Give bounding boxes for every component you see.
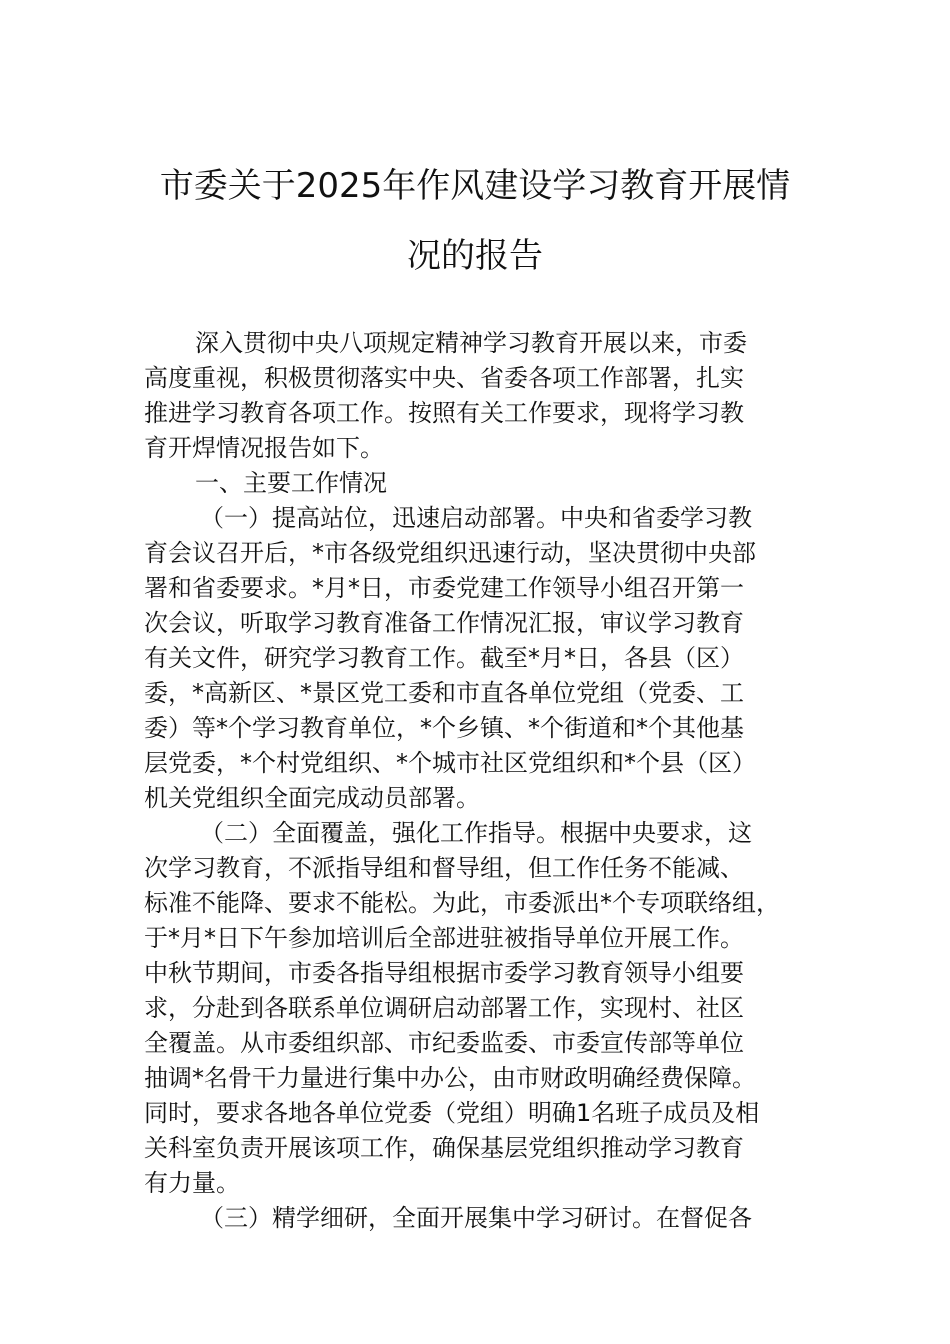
body-line: 全覆盖。从市委组织部、市纪委监委、市委宣传部等单位 xyxy=(144,1029,744,1057)
body-line: 抽调*名骨干力量进行集中办公，由市财政明确经费保障。 xyxy=(144,1064,756,1092)
body-line: 次学习教育，不派指导组和督导组，但工作任务不能减、 xyxy=(144,854,744,882)
body-line: 层党委，*个村党组织、*个城市社区党组织和*个县（区） xyxy=(144,749,756,777)
body-line: 机关党组织全面完成动员部署。 xyxy=(144,784,480,812)
subsection-1-start: （一）提高站位，迅速启动部署。中央和省委学习教 xyxy=(200,504,752,532)
subsection-2-start: （二）全面覆盖，强化工作指导。根据中央要求，这 xyxy=(200,819,752,847)
document-title-line-2: 况的报告 xyxy=(407,236,543,276)
body-line: 推进学习教育各项工作。按照有关工作要求，现将学习教 xyxy=(144,399,744,427)
document-title-line-1: 市委关于2025年作风建设学习教育开展情 xyxy=(159,166,791,206)
body-line: 求，分赴到各联系单位调研启动部署工作，实现村、社区 xyxy=(144,994,744,1022)
body-line: 署和省委要求。*月*日，市委党建工作领导小组召开第一 xyxy=(144,574,744,602)
body-line: 于*月*日下午参加培训后全部进驻被指导单位开展工作。 xyxy=(144,924,744,952)
body-line: 关科室负责开展该项工作，确保基层党组织推动学习教育 xyxy=(144,1134,744,1162)
body-line: 育开焊情况报告如下。 xyxy=(144,434,384,462)
body-line: 标准不能降、要求不能松。为此，市委派出*个专项联络组， xyxy=(144,889,780,917)
document-body xyxy=(144,326,816,1236)
subsection-3-start: （三）精学细研，全面开展集中学习研讨。在督促各 xyxy=(200,1204,752,1232)
body-line: 育会议召开后，*市各级党组织迅速行动，坚决贯彻中央部 xyxy=(144,539,756,567)
body-line: 深入贯彻中央八项规定精神学习教育开展以来，市委 xyxy=(195,329,747,357)
body-line: 委）等*个学习教育单位，*个乡镇、*个街道和*个其他基 xyxy=(144,714,744,742)
body-line: 同时，要求各地各单位党委（党组）明确1名班子成员及相 xyxy=(144,1099,760,1127)
body-line: 有关文件，研究学习教育工作。截至*月*日，各县（区） xyxy=(144,644,744,672)
body-line: 次会议，听取学习教育准备工作情况汇报，审议学习教育 xyxy=(144,609,744,637)
body-line: 有力量。 xyxy=(144,1169,240,1197)
body-line: 委，*高新区、*景区党工委和市直各单位党组（党委、工 xyxy=(144,679,744,707)
body-line: 中秋节期间，市委各指导组根据市委学习教育领导小组要 xyxy=(144,959,744,987)
body-line: 高度重视，积极贯彻落实中央、省委各项工作部署，扎实 xyxy=(144,364,744,392)
section-heading: 一、主要工作情况 xyxy=(195,469,387,497)
